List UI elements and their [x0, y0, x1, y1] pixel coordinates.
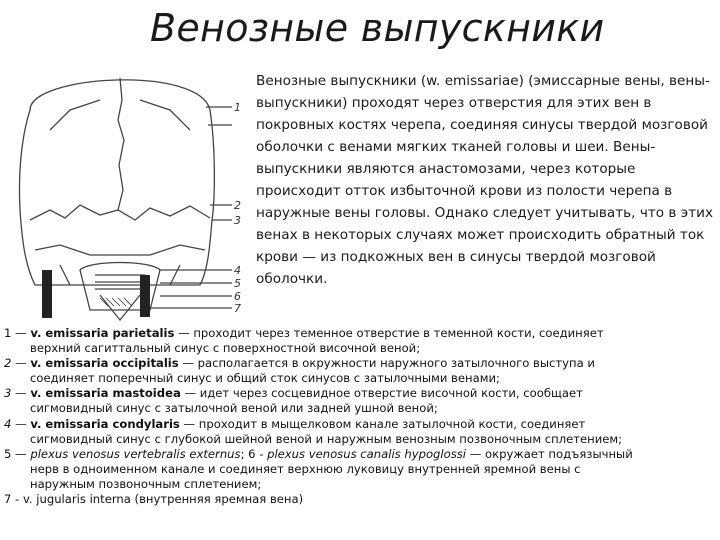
figure-legend	[4, 326, 716, 507]
slide-title: Венозные выпускники	[150, 6, 605, 50]
figure-number-6: 6	[234, 290, 241, 303]
legend-item-5-6: 5 — plexus venosus vertebralis externus; 6 - plexus venosus canalis hypoglossi — окружает подъязычный нерв в одноименном канале и соединяет верхнюю луковицу внутренней яремной вены с наружным позвоночным сплетением;	[4, 446, 633, 491]
legend-item-7: 7 - v. jugularis interna (внутренняя яремная вена)	[4, 492, 304, 507]
skull-illustration	[0, 70, 250, 330]
description-paragraph: Венозные выпускники (w. emissariae) (эмиссарные вены, вены-выпускники) проходят через отверстия для этих вен в покровных костях черепа, соединяя синусы твердой мозговой оболочки с венами мягких тканей головы и шеи. Вены-выпускники являются анастомозами, через которые происходит отток избыточной крови из полости черепа в наружные вены головы. Однако следует учитывать, что в этих венах в некоторых случаях может происходить обратный ток крови — из подкожных вен в синусы твердой мозговой оболочки.	[256, 73, 714, 287]
figure-number-3: 3	[234, 214, 241, 227]
figure-number-5: 5	[234, 277, 241, 290]
legend-item-1: 1 — v. emissaria parietalis — проходит через теменное отверстие в теменной кости, соединяет верхний сагиттальный синус с поверхностной височной веной;	[4, 326, 604, 356]
legend-item-3: 3 — v. emissaria mastoidea — идет через сосцевидное отверстие височной кости, сообщает сигмовидный синус с затылочной веной или задней ушной веной;	[4, 386, 583, 416]
legend-item-4: 4 — v. emissaria condylaris — проходит в мыщелковом канале затылочной кости, соединяет сигмовидный синус с глубокой шейной веной и наружным венозным позвоночным сплетением;	[4, 416, 623, 446]
figure-number-1: 1	[234, 101, 241, 114]
figure-number-4: 4	[234, 264, 241, 277]
figure-number-2: 2	[234, 199, 241, 212]
figure-number-7: 7	[234, 302, 241, 315]
legend-item-2: 2 — v. emissaria occipitalis — располагается в окружности наружного затылочного выступа и соединяет поперечный синус и общий сток синусов с затылочными венами;	[4, 356, 595, 386]
